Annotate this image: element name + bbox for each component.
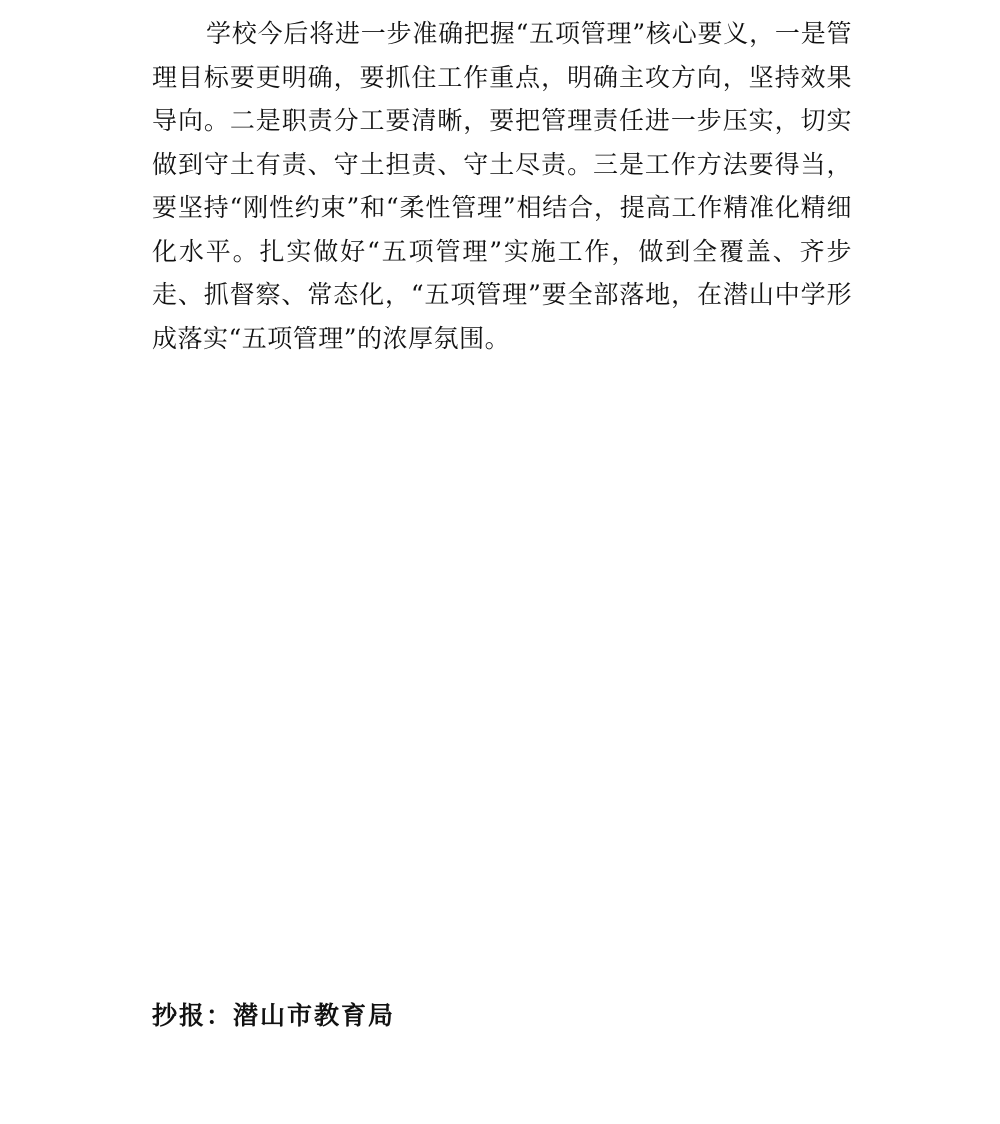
- cc-label: 抄报：: [152, 1001, 234, 1030]
- cc-recipient: 潜山市教育局: [233, 1001, 396, 1030]
- cc-line: [152, 996, 395, 1036]
- body-paragraph: 学校今后将进一步准确把握“五项管理”核心要义，一是管理目标要更明确，要抓住工作重点，明确主攻方向，坚持效果导向。二是职责分工要清晰，要把管理责任进一步压实，切实做到守土有责、守土担责、守土尽责。三是工作方法要得当，要坚持“刚性约束”和“柔性管理”相结合，提高工作精准化精细化水平。扎实做好“五项管理”实施工作，做到全覆盖、齐步走、抓督察、常态化，“五项管理”要全部落地，在潜山中学形成落实“五项管理”的浓厚氛围。: [152, 19, 852, 353]
